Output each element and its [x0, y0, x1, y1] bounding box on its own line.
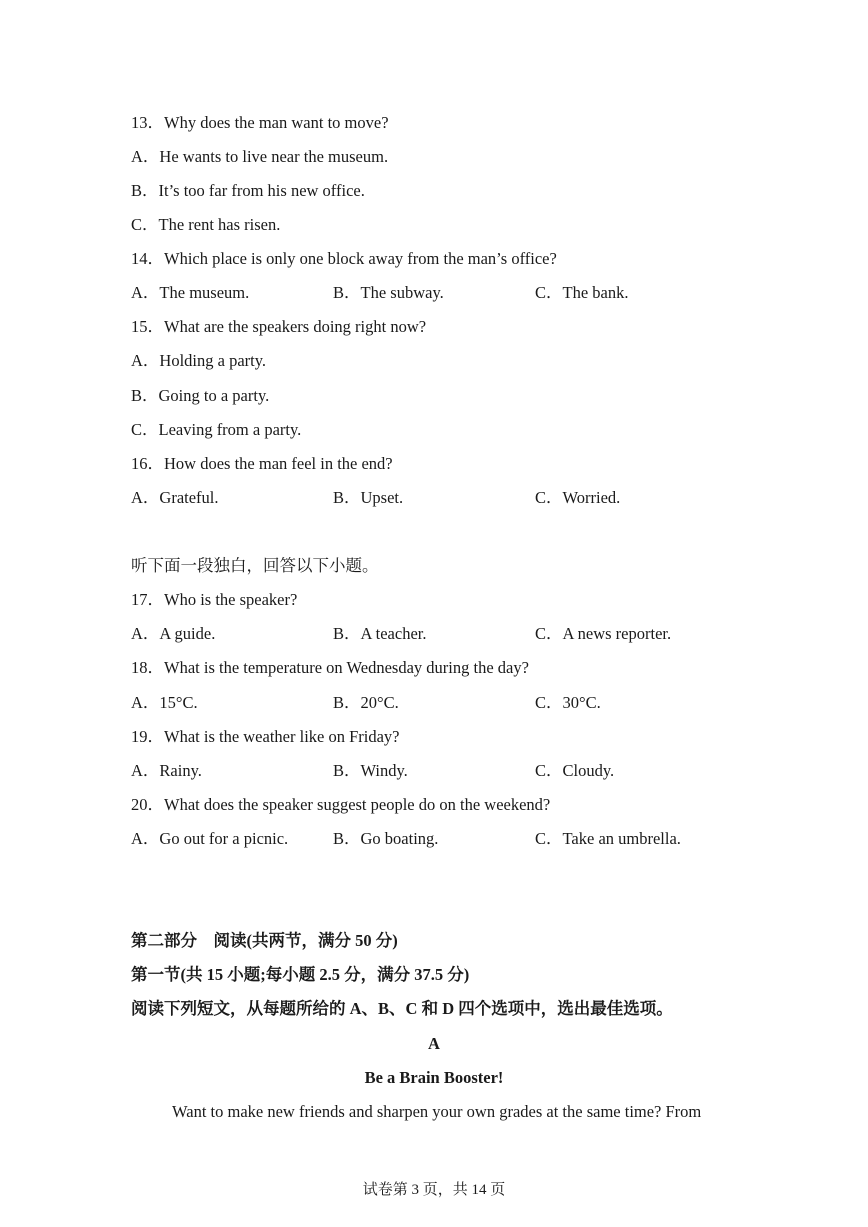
part2-heading: 第二部分 阅读(共两节，满分 50 分) — [131, 931, 398, 950]
passage-label: A — [428, 1034, 440, 1053]
passage-paragraph: Want to make new friends and sharpen your own grades at the same time? From — [172, 1102, 702, 1121]
passage-title: Be a Brain Booster! — [364, 1068, 504, 1087]
option-16-a: A．Grateful. — [131, 488, 219, 507]
question-16: 16．How does the man feel in the end? — [131, 454, 393, 473]
section1-heading: 第一节(共 15 小题;每小题 2.5 分，满分 37.5 分) — [131, 965, 470, 984]
option-17-c: C．A news reporter. — [535, 624, 672, 643]
question-18: 18．What is the temperature on Wednesday during the day? — [131, 658, 529, 677]
monologue-instruction: 听下面一段独白，回答以下小题。 — [131, 556, 379, 575]
option-13-a: A．He wants to live near the museum. — [131, 147, 389, 166]
option-19-c: C．Cloudy. — [535, 761, 615, 780]
option-18-a: A．15°C. — [131, 693, 198, 712]
option-18-c: C．30°C. — [535, 693, 601, 712]
option-20-c: C．Take an umbrella. — [535, 829, 681, 848]
option-15-c: C．Leaving from a party. — [131, 420, 302, 439]
question-17: 17．Who is the speaker? — [131, 590, 298, 609]
question-13: 13．Why does the man want to move? — [131, 113, 389, 132]
option-14-b: B．The subway. — [333, 283, 444, 302]
page-footer: 试卷第 3 页，共 14 页 — [362, 1182, 506, 1198]
option-16-b: B．Upset. — [333, 488, 404, 507]
question-15: 15．What are the speakers doing right now? — [131, 317, 427, 336]
option-15-a: A．Holding a party. — [131, 351, 267, 370]
option-17-b: B．A teacher. — [333, 624, 427, 643]
option-16-c: C．Worried. — [535, 488, 621, 507]
question-19: 19．What is the weather like on Friday? — [131, 727, 400, 746]
option-19-b: B．Windy. — [333, 761, 408, 780]
option-20-a: A．Go out for a picnic. — [131, 829, 289, 848]
option-19-a: A．Rainy. — [131, 761, 202, 780]
option-17-a: A．A guide. — [131, 624, 216, 643]
option-13-b: B．It’s too far from his new office. — [131, 181, 365, 200]
question-20: 20．What does the speaker suggest people do on the weekend? — [131, 795, 551, 814]
option-18-b: B．20°C. — [333, 693, 399, 712]
option-13-c: C．The rent has risen. — [131, 215, 281, 234]
question-14: 14．Which place is only one block away from the man’s office? — [131, 249, 557, 268]
option-15-b: B．Going to a party. — [131, 386, 270, 405]
option-20-b: B．Go boating. — [333, 829, 439, 848]
option-14-c: C．The bank. — [535, 283, 629, 302]
option-14-a: A．The museum. — [131, 283, 250, 302]
reading-instruction: 阅读下列短文，从每题所给的 A、B、C 和 D 四个选项中，选出最佳选项。 — [131, 999, 673, 1018]
